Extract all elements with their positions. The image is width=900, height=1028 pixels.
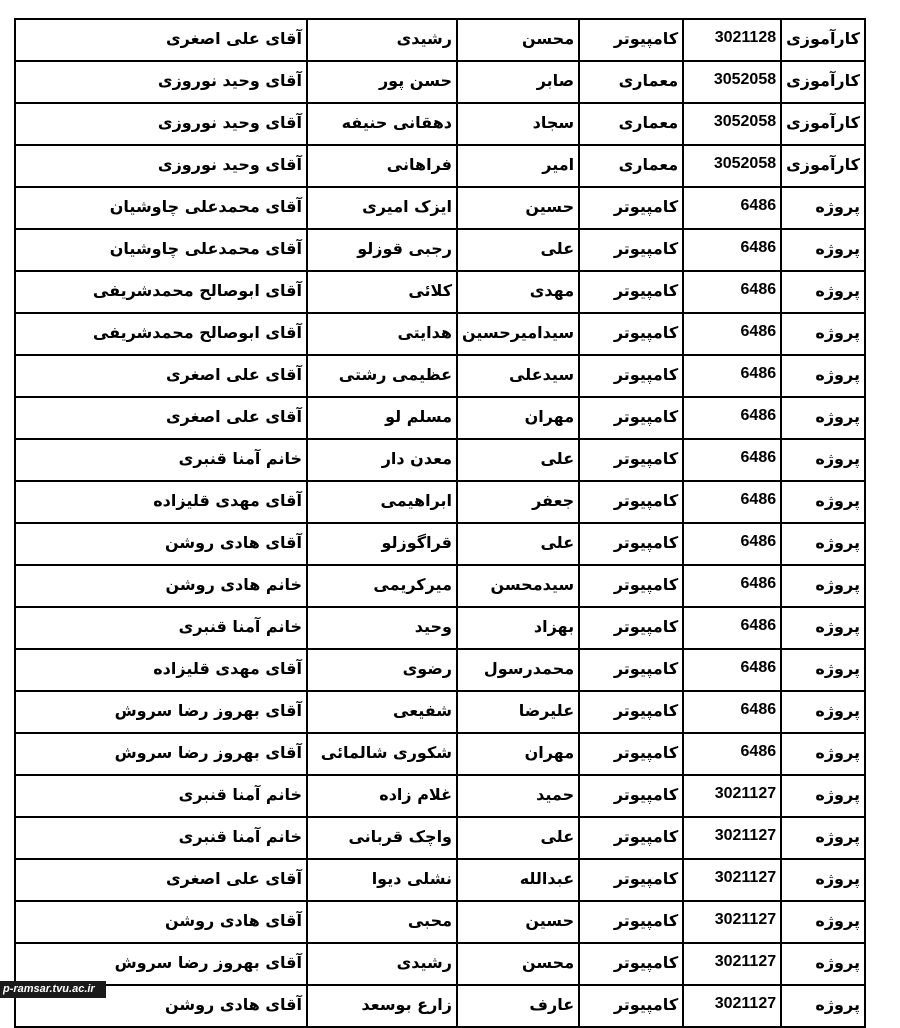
course-code-cell: 6486 xyxy=(683,607,781,649)
field-of-study-cell: کامپیوتر xyxy=(579,439,683,481)
course-code-cell: 6486 xyxy=(683,271,781,313)
course-code-cell: 6486 xyxy=(683,313,781,355)
course-code-cell: 6486 xyxy=(683,439,781,481)
course-code-cell: 3021127 xyxy=(683,985,781,1027)
field-of-study-cell: کامپیوتر xyxy=(579,187,683,229)
field-of-study-cell: کامپیوتر xyxy=(579,649,683,691)
course-code-cell: 3021127 xyxy=(683,775,781,817)
supervisor-name-cell: آقای هادی روشن xyxy=(15,985,307,1027)
student-first-name-cell: عارف xyxy=(457,985,579,1027)
student-first-name-cell: مهدی xyxy=(457,271,579,313)
course-code-cell: 6486 xyxy=(683,355,781,397)
course-code-cell: 6486 xyxy=(683,523,781,565)
course-code-cell: 3021127 xyxy=(683,901,781,943)
course-code-cell: 3052058 xyxy=(683,103,781,145)
supervisor-name-cell: آقای هادی روشن xyxy=(15,523,307,565)
student-first-name-cell: سیدامیرحسین xyxy=(457,313,579,355)
student-last-name-cell: زارع بوسعد xyxy=(307,985,457,1027)
field-of-study-cell: کامپیوتر xyxy=(579,985,683,1027)
supervisor-name-cell: خانم آمنا قنبری xyxy=(15,607,307,649)
table-row xyxy=(15,19,865,61)
course-code-cell: 6486 xyxy=(683,481,781,523)
student-first-name-cell: صابر xyxy=(457,61,579,103)
student-last-name-cell: هدایتی xyxy=(307,313,457,355)
course-type-cell: پروژه xyxy=(781,649,865,691)
course-type-cell: پروژه xyxy=(781,565,865,607)
supervisor-name-cell: آقای بهروز رضا سروش xyxy=(15,691,307,733)
student-first-name-cell: علی xyxy=(457,439,579,481)
course-code-cell: 6486 xyxy=(683,565,781,607)
student-first-name-cell: جعفر xyxy=(457,481,579,523)
course-code-cell: 3021128 xyxy=(683,19,781,61)
supervisor-name-cell: آقای مهدی قلیزاده xyxy=(15,481,307,523)
course-type-cell: پروژه xyxy=(781,985,865,1027)
course-type-cell: پروژه xyxy=(781,481,865,523)
student-last-name-cell: شفیعی xyxy=(307,691,457,733)
roster-sheet xyxy=(14,18,866,1028)
table-row xyxy=(15,229,865,271)
field-of-study-cell: کامپیوتر xyxy=(579,607,683,649)
course-code-cell: 6486 xyxy=(683,733,781,775)
field-of-study-cell: کامپیوتر xyxy=(579,943,683,985)
table-row xyxy=(15,985,865,1027)
field-of-study-cell: کامپیوتر xyxy=(579,229,683,271)
table-row xyxy=(15,271,865,313)
course-type-cell: پروژه xyxy=(781,817,865,859)
student-last-name-cell: محبی xyxy=(307,901,457,943)
supervisor-name-cell: خانم آمنا قنبری xyxy=(15,817,307,859)
supervisor-name-cell: آقای هادی روشن xyxy=(15,901,307,943)
supervisor-name-cell: آقای بهروز رضا سروش xyxy=(15,733,307,775)
student-first-name-cell: حسین xyxy=(457,187,579,229)
student-last-name-cell: دهقانی حنیفه xyxy=(307,103,457,145)
student-first-name-cell: حسین xyxy=(457,901,579,943)
table-row xyxy=(15,901,865,943)
course-type-cell: کارآموزی xyxy=(781,19,865,61)
student-last-name-cell: عظیمی رشتی xyxy=(307,355,457,397)
table-row xyxy=(15,61,865,103)
table-row xyxy=(15,523,865,565)
course-type-cell: کارآموزی xyxy=(781,61,865,103)
course-type-cell: پروژه xyxy=(781,775,865,817)
student-last-name-cell: میرکریمی xyxy=(307,565,457,607)
course-type-cell: پروژه xyxy=(781,733,865,775)
field-of-study-cell: کامپیوتر xyxy=(579,523,683,565)
course-type-cell: پروژه xyxy=(781,901,865,943)
student-last-name-cell: فراهانی xyxy=(307,145,457,187)
supervisor-name-cell: خانم آمنا قنبری xyxy=(15,775,307,817)
field-of-study-cell: معماری xyxy=(579,61,683,103)
student-first-name-cell: سجاد xyxy=(457,103,579,145)
student-first-name-cell: امیر xyxy=(457,145,579,187)
course-type-cell: کارآموزی xyxy=(781,103,865,145)
table-row xyxy=(15,103,865,145)
course-type-cell: پروژه xyxy=(781,229,865,271)
table-row xyxy=(15,439,865,481)
field-of-study-cell: کامپیوتر xyxy=(579,565,683,607)
student-first-name-cell: بهزاد xyxy=(457,607,579,649)
student-first-name-cell: علیرضا xyxy=(457,691,579,733)
course-code-cell: 6486 xyxy=(683,649,781,691)
table-row xyxy=(15,481,865,523)
supervisor-table xyxy=(14,18,866,1028)
course-code-cell: 6486 xyxy=(683,229,781,271)
supervisor-table-body xyxy=(15,19,865,1027)
student-last-name-cell: واچک قربانی xyxy=(307,817,457,859)
student-first-name-cell: محمدرسول xyxy=(457,649,579,691)
supervisor-name-cell: آقای وحید نوروزی xyxy=(15,145,307,187)
course-type-cell: پروژه xyxy=(781,187,865,229)
field-of-study-cell: کامپیوتر xyxy=(579,817,683,859)
supervisor-name-cell: آقای ابوصالح محمدشریفی xyxy=(15,313,307,355)
student-last-name-cell: رجبی قوزلو xyxy=(307,229,457,271)
course-code-cell: 6486 xyxy=(683,691,781,733)
course-code-cell: 3052058 xyxy=(683,61,781,103)
supervisor-name-cell: آقای محمدعلی چاوشیان xyxy=(15,229,307,271)
student-last-name-cell: شکوری شالمائی xyxy=(307,733,457,775)
site-watermark: p-ramsar.tvu.ac.ir xyxy=(0,981,106,998)
table-row xyxy=(15,943,865,985)
supervisor-name-cell: خانم آمنا قنبری xyxy=(15,439,307,481)
student-first-name-cell: مهران xyxy=(457,733,579,775)
field-of-study-cell: کامپیوتر xyxy=(579,901,683,943)
course-code-cell: 3021127 xyxy=(683,943,781,985)
field-of-study-cell: کامپیوتر xyxy=(579,859,683,901)
table-row xyxy=(15,145,865,187)
field-of-study-cell: کامپیوتر xyxy=(579,313,683,355)
supervisor-name-cell: آقای علی اصغری xyxy=(15,397,307,439)
field-of-study-cell: معماری xyxy=(579,145,683,187)
course-type-cell: پروژه xyxy=(781,355,865,397)
table-row xyxy=(15,565,865,607)
field-of-study-cell: کامپیوتر xyxy=(579,355,683,397)
student-last-name-cell: حسن پور xyxy=(307,61,457,103)
field-of-study-cell: کامپیوتر xyxy=(579,481,683,523)
table-row xyxy=(15,607,865,649)
student-first-name-cell: سیدمحسن xyxy=(457,565,579,607)
supervisor-name-cell: آقای وحید نوروزی xyxy=(15,61,307,103)
student-last-name-cell: قراگوزلو xyxy=(307,523,457,565)
course-type-cell: پروژه xyxy=(781,397,865,439)
field-of-study-cell: کامپیوتر xyxy=(579,19,683,61)
course-type-cell: پروژه xyxy=(781,943,865,985)
course-type-cell: پروژه xyxy=(781,523,865,565)
supervisor-name-cell: آقای علی اصغری xyxy=(15,355,307,397)
course-type-cell: پروژه xyxy=(781,439,865,481)
student-first-name-cell: مهران xyxy=(457,397,579,439)
course-type-cell: کارآموزی xyxy=(781,145,865,187)
table-row xyxy=(15,733,865,775)
student-first-name-cell: علی xyxy=(457,817,579,859)
student-last-name-cell: ایزک امیری xyxy=(307,187,457,229)
student-last-name-cell: غلام زاده xyxy=(307,775,457,817)
table-row xyxy=(15,649,865,691)
field-of-study-cell: کامپیوتر xyxy=(579,397,683,439)
field-of-study-cell: کامپیوتر xyxy=(579,271,683,313)
student-last-name-cell: ابراهیمی xyxy=(307,481,457,523)
student-first-name-cell: علی xyxy=(457,229,579,271)
student-last-name-cell: معدن دار xyxy=(307,439,457,481)
course-code-cell: 6486 xyxy=(683,397,781,439)
table-row xyxy=(15,775,865,817)
student-last-name-cell: وحید xyxy=(307,607,457,649)
course-type-cell: پروژه xyxy=(781,607,865,649)
supervisor-name-cell: آقای علی اصغری xyxy=(15,19,307,61)
student-last-name-cell: نشلی دیوا xyxy=(307,859,457,901)
student-first-name-cell: علی xyxy=(457,523,579,565)
course-code-cell: 6486 xyxy=(683,187,781,229)
course-code-cell: 3021127 xyxy=(683,859,781,901)
student-first-name-cell: محسن xyxy=(457,19,579,61)
supervisor-name-cell: آقای وحید نوروزی xyxy=(15,103,307,145)
course-type-cell: پروژه xyxy=(781,859,865,901)
field-of-study-cell: کامپیوتر xyxy=(579,733,683,775)
table-row xyxy=(15,187,865,229)
field-of-study-cell: کامپیوتر xyxy=(579,691,683,733)
supervisor-name-cell: آقای ابوصالح محمدشریفی xyxy=(15,271,307,313)
course-type-cell: پروژه xyxy=(781,691,865,733)
supervisor-name-cell: آقای مهدی قلیزاده xyxy=(15,649,307,691)
table-row xyxy=(15,859,865,901)
field-of-study-cell: معماری xyxy=(579,103,683,145)
student-last-name-cell: رشیدی xyxy=(307,943,457,985)
student-last-name-cell: رشیدی xyxy=(307,19,457,61)
table-row xyxy=(15,397,865,439)
student-last-name-cell: مسلم لو xyxy=(307,397,457,439)
course-type-cell: پروژه xyxy=(781,313,865,355)
table-row xyxy=(15,817,865,859)
table-row xyxy=(15,313,865,355)
student-last-name-cell: رضوی xyxy=(307,649,457,691)
table-row xyxy=(15,691,865,733)
supervisor-name-cell: آقای بهروز رضا سروش xyxy=(15,943,307,985)
course-code-cell: 3052058 xyxy=(683,145,781,187)
course-code-cell: 3021127 xyxy=(683,817,781,859)
student-last-name-cell: کلائی xyxy=(307,271,457,313)
student-first-name-cell: محسن xyxy=(457,943,579,985)
table-row xyxy=(15,355,865,397)
student-first-name-cell: عبدالله xyxy=(457,859,579,901)
field-of-study-cell: کامپیوتر xyxy=(579,775,683,817)
supervisor-name-cell: آقای محمدعلی چاوشیان xyxy=(15,187,307,229)
course-type-cell: پروژه xyxy=(781,271,865,313)
supervisor-name-cell: خانم هادی روشن xyxy=(15,565,307,607)
student-first-name-cell: حمید xyxy=(457,775,579,817)
student-first-name-cell: سیدعلی xyxy=(457,355,579,397)
supervisor-name-cell: آقای علی اصغری xyxy=(15,859,307,901)
